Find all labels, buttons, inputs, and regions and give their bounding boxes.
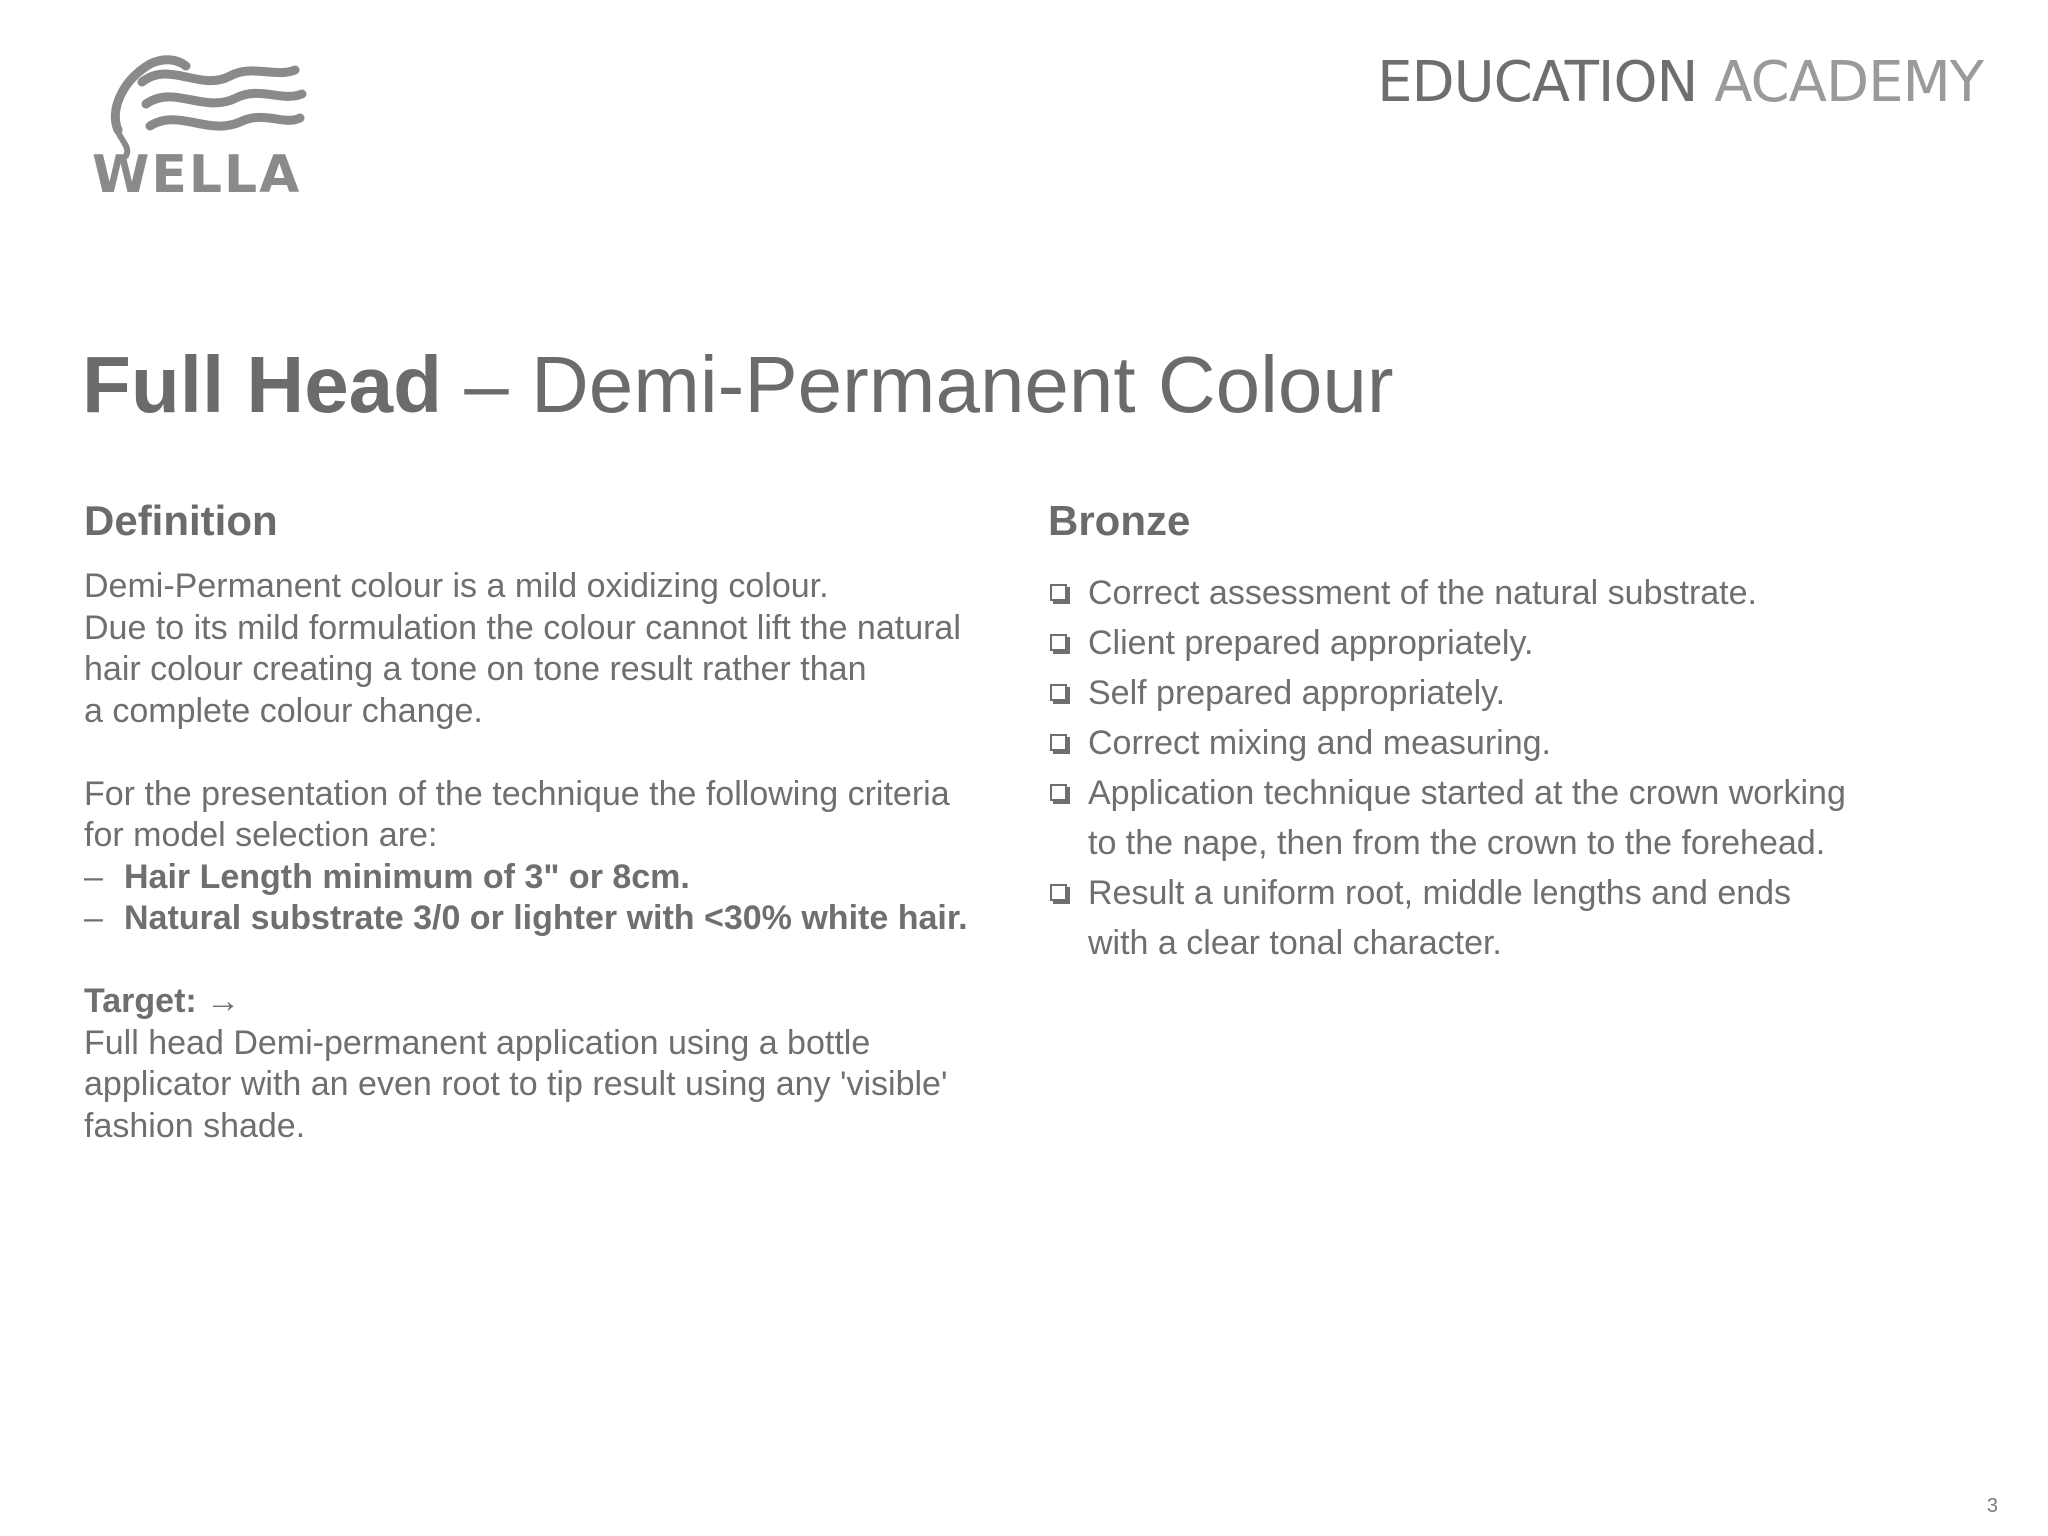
education-academy-header — [1377, 50, 1983, 115]
page-number: 3 — [1986, 1495, 1998, 1517]
checklist-item: Correct assessment of the natural substrate. — [1048, 568, 1948, 618]
bronze-checklist — [1048, 568, 1948, 968]
definition-line: Demi-Permanent colour is a mild oxidizing colour. — [84, 567, 829, 605]
definition-line: hair colour creating a tone on tone result rather than — [84, 650, 867, 688]
checklist-item: Client prepared appropriately. — [1048, 618, 1948, 668]
page-title — [82, 340, 1394, 429]
definition-line: a complete colour change. — [84, 691, 483, 730]
checkbox-icon — [1050, 684, 1067, 701]
title-rest: – Demi-Permanent Colour — [442, 340, 1394, 429]
wella-logo — [90, 52, 340, 197]
checkbox-icon — [1050, 584, 1067, 601]
definition-heading: Definition — [84, 497, 278, 544]
definition-line: Due to its mild formulation the colour cannot lift the natural — [84, 608, 961, 647]
target-line: Full head Demi-permanent application using a bottle — [84, 1023, 871, 1062]
criteria-item: – Hair Length minimum of 3" or 8cm. — [84, 857, 690, 896]
checklist-item: Application technique started at the crown working to the nape, then from the crown to the forehead. — [1048, 768, 1948, 868]
checklist-item: Result a uniform root, middle lengths and ends with a clear tonal character. — [1048, 868, 1948, 968]
criteria-item: – Natural substrate 3/0 or lighter with <30% white hair. — [84, 899, 968, 937]
header-education: EDUCATION — [1377, 50, 1698, 115]
checkbox-icon — [1050, 884, 1067, 901]
bronze-section — [1048, 494, 1948, 968]
header-academy: ACADEMY — [1714, 50, 1983, 115]
checkbox-icon — [1050, 734, 1067, 751]
target-line: applicator with an even root to tip result using any 'visible' — [84, 1065, 948, 1103]
wella-hair-icon — [90, 52, 340, 197]
target-line: fashion shade. — [84, 1106, 306, 1145]
title-bold: Full Head — [82, 340, 443, 429]
checkbox-icon — [1050, 784, 1067, 801]
criteria-intro-line: for model selection are: — [84, 816, 438, 854]
criteria-intro-line: For the presentation of the technique the following criteria — [84, 774, 950, 813]
svg-text:WELLA: WELLA — [92, 145, 302, 197]
definition-text — [84, 566, 1014, 1147]
target-label: Target: → — [84, 982, 241, 1020]
bronze-heading: Bronze — [1048, 497, 1191, 544]
checkbox-icon — [1050, 634, 1067, 651]
checklist-item: Correct mixing and measuring. — [1048, 718, 1948, 768]
checklist-item: Self prepared appropriately. — [1048, 668, 1948, 718]
definition-section — [84, 494, 1014, 1147]
